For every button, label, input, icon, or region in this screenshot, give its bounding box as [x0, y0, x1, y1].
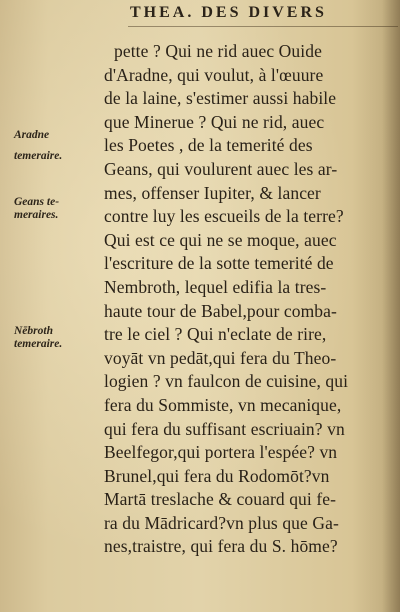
text-line: pette ? Qui ne rid auec Ouide — [114, 41, 322, 61]
text-line: d'Aradne, qui voulut, à l'œuure — [104, 64, 324, 85]
text-line: l'escriture de la sotte temerité de — [104, 253, 334, 274]
margin-note-line: Nēbroth — [14, 325, 53, 337]
text-line: mes, offenser Iupiter, & lancer — [104, 182, 321, 203]
margin-note-aradne — [14, 129, 106, 142]
margin-note-line: Aradne — [14, 129, 50, 141]
margin-note-line: meraires. — [14, 209, 59, 221]
text-line: fera du Sommiste, vn mecanique, — [104, 394, 342, 415]
text-line: Geans, qui voulurent auec les ar- — [104, 158, 338, 179]
margin-note-line: Geans te- — [14, 196, 60, 208]
text-line: haute tour de Babel,pour comba- — [104, 300, 337, 321]
text-line: nes,traistre, qui fera du S. hōme? — [104, 536, 338, 557]
margin-notes — [0, 0, 104, 612]
margin-note-temeraire — [14, 150, 106, 163]
text-line: Brunel,qui fera du Rodomōt?vn — [104, 465, 330, 486]
text-line: que Minerue ? Qui ne rid, auec — [104, 111, 325, 132]
running-head: THEA. DES DIVERS — [130, 4, 327, 21]
text-line: Qui est ce qui ne se moque, auec — [104, 229, 337, 250]
text-line: les Poetes , de la temerité des — [104, 135, 313, 156]
text-line: contre luy les escueils de la terre? — [104, 206, 344, 227]
text-line: Beelfegor,qui portera l'espée? vn — [104, 442, 338, 463]
text-line: Nembroth, lequel edifia la tres- — [104, 276, 327, 297]
text-line: de la laine, s'estimer aussi habile — [104, 88, 337, 109]
text-line: qui fera du suffisant escriuain? vn — [104, 418, 345, 439]
margin-note-geans — [14, 196, 106, 222]
text-line: ra du Mādricard?vn plus que Ga- — [104, 512, 339, 533]
margin-note-line: temeraire. — [14, 338, 63, 350]
text-line: Martā treslache & couard qui fe- — [104, 489, 337, 510]
text-line: tre le ciel ? Qui n'eclate de rire, — [104, 324, 327, 345]
header-rule — [128, 26, 398, 27]
text-line: voyāt vn pedāt,qui fera du Theo- — [104, 347, 337, 368]
body-text — [104, 40, 400, 559]
text-line: logien ? vn faulcon de cuisine, qui — [104, 371, 349, 392]
margin-note-line: temeraire. — [14, 150, 63, 162]
margin-note-nembroth — [14, 325, 106, 351]
